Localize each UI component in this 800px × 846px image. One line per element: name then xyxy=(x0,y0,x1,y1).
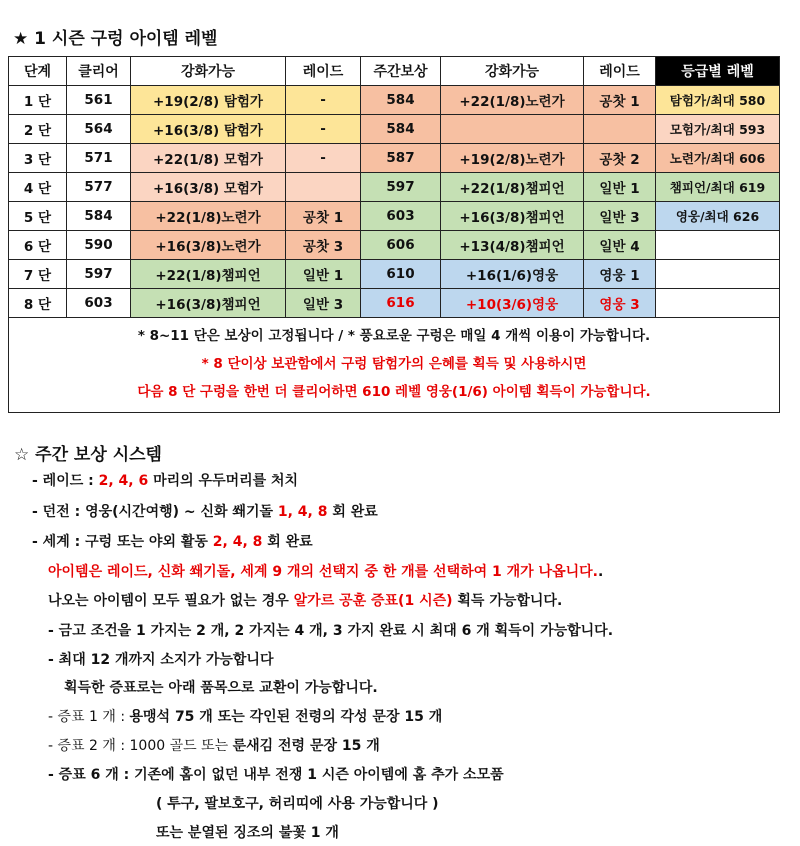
cell-clear: 597 xyxy=(67,260,131,289)
header-upgrade-weekly: 강화가능 xyxy=(441,57,584,86)
header-grade-level: 등급별 레벨 xyxy=(656,57,780,86)
cell-weekly: 584 xyxy=(361,115,441,144)
section-title-levels xyxy=(13,24,217,49)
table-notes-row xyxy=(9,318,780,413)
table-row xyxy=(9,231,780,260)
fallback-line: 나오는 아이템이 모두 필요가 없는 경우 알가르 공훈 증표(1 시즌) 획득 가능합니다. xyxy=(48,593,563,609)
cell-raid-weekly: 일반 1 xyxy=(584,173,656,202)
cell-upgrade-weekly: +16(1/6)영웅 xyxy=(441,260,584,289)
cell-upgrade-weekly: +22(1/8)챔피언 xyxy=(441,173,584,202)
table-row xyxy=(9,202,780,231)
table-row xyxy=(9,260,780,289)
header-weekly: 주간보상 xyxy=(361,57,441,86)
cell-raid xyxy=(286,173,361,202)
header-upgrade: 강화가능 xyxy=(131,57,286,86)
cell-weekly: 603 xyxy=(361,202,441,231)
table-row xyxy=(9,173,780,202)
cell-stage: 5 단 xyxy=(9,202,67,231)
cell-grade: 탐험가/최대 580 xyxy=(656,86,780,115)
world-line: - 세계 : 구렁 또는 야외 활동 2, 4, 8 회 완료 xyxy=(32,534,313,550)
exchange-1-line: - 증표 1 개 : 용맹석 75 개 또는 각인된 전령의 각성 문장 15 개 xyxy=(48,709,443,725)
header-clear: 클리어 xyxy=(67,57,131,86)
raid-line: - 레이드 : 2, 4, 6 마리의 우두머리를 처치 xyxy=(32,473,299,489)
table-notes xyxy=(9,318,780,413)
cell-stage: 7 단 xyxy=(9,260,67,289)
cell-raid-weekly: 일반 3 xyxy=(584,202,656,231)
table-row xyxy=(9,289,780,318)
cell-weekly: 597 xyxy=(361,173,441,202)
section-title-weekly xyxy=(14,440,162,465)
exchange-detail-line: ( 투구, 팔보호구, 허리띠에 사용 가능합니다 ) xyxy=(156,796,439,812)
cell-raid: 공찻 1 xyxy=(286,202,361,231)
vault-condition-line: - 금고 조건을 1 가지는 2 개, 2 가지는 4 개, 3 가지 완료 시 최대 6 개 획득이 가능합니다. xyxy=(48,623,614,639)
cell-upgrade-weekly: +10(3/6)영웅 xyxy=(441,289,584,318)
cell-upgrade: +22(1/8) 모험가 xyxy=(131,144,286,173)
cell-upgrade: +19(2/8) 탐험가 xyxy=(131,86,286,115)
cell-clear: 590 xyxy=(67,231,131,260)
item-note-line: 아이템은 레이드, 신화 쐐기돌, 세계 9 개의 선택지 중 한 개를 선택하여 1 개가 나옵니다.. xyxy=(48,564,604,580)
header-raid: 레이드 xyxy=(286,57,361,86)
exchange-alt-line: 또는 분열된 징조의 불꽃 1 개 xyxy=(156,825,339,841)
cell-grade xyxy=(656,231,780,260)
cell-raid-weekly: 공찻 1 xyxy=(584,86,656,115)
cell-raid-weekly: 공찻 2 xyxy=(584,144,656,173)
cell-grade: 챔피언/최대 619 xyxy=(656,173,780,202)
cell-raid: 일반 1 xyxy=(286,260,361,289)
cell-upgrade: +16(3/8)챔피언 xyxy=(131,289,286,318)
note-line: * 8~11 단은 보상이 고정됩니다 / * 풍요로운 구렁은 매일 4 개씩 이용이 가능합니다. xyxy=(137,328,651,344)
cell-grade xyxy=(656,260,780,289)
cell-weekly: 606 xyxy=(361,231,441,260)
table-row xyxy=(9,86,780,115)
cell-clear: 564 xyxy=(67,115,131,144)
cell-raid-weekly xyxy=(584,115,656,144)
cell-raid: - xyxy=(286,86,361,115)
cell-raid-weekly: 일반 4 xyxy=(584,231,656,260)
cell-grade xyxy=(656,289,780,318)
header-raid-weekly: 레이드 xyxy=(584,57,656,86)
star-icon: ★ xyxy=(13,29,29,49)
cell-grade: 노련가/최대 606 xyxy=(656,144,780,173)
dungeon-line: - 던전 : 영웅(시간여행) ~ 신화 쐐기돌 1, 4, 8 회 완료 xyxy=(32,504,378,520)
note-line-highlight: 다음 8 단 구렁을 한번 더 클리어하면 610 레벨 영웅(1/6) 아이템 획득이 가능합니다. xyxy=(137,384,651,400)
table-row xyxy=(9,144,780,173)
exchange-6-line: - 증표 6 개 : 기존에 홈이 없던 내부 전쟁 1 시즌 아이템에 홈 추가 소모품 xyxy=(48,767,504,783)
note-line-highlight: * 8 단이상 보관함에서 구렁 탐험가의 은혜를 획득 및 사용하시면 xyxy=(201,356,587,372)
cell-upgrade: +22(1/8)챔피언 xyxy=(131,260,286,289)
cell-stage: 8 단 xyxy=(9,289,67,318)
cell-weekly: 587 xyxy=(361,144,441,173)
cell-upgrade: +16(3/8)노련가 xyxy=(131,231,286,260)
cell-upgrade: +16(3/8) 탐험가 xyxy=(131,115,286,144)
max-hold-line: - 최대 12 개까지 소지가 가능합니다 xyxy=(48,652,274,668)
cell-grade: 영웅/최대 626 xyxy=(656,202,780,231)
table-header-row xyxy=(9,57,780,86)
table-row xyxy=(9,115,780,144)
cell-weekly: 616 xyxy=(361,289,441,318)
cell-clear: 571 xyxy=(67,144,131,173)
cell-upgrade-weekly: +19(2/8)노련가 xyxy=(441,144,584,173)
exchange-2-line: - 증표 2 개 : 1000 골드 또는 룬새김 전령 문장 15 개 xyxy=(48,738,380,754)
cell-upgrade: +22(1/8)노련가 xyxy=(131,202,286,231)
cell-weekly: 610 xyxy=(361,260,441,289)
cell-raid: - xyxy=(286,115,361,144)
cell-upgrade-weekly xyxy=(441,115,584,144)
cell-weekly: 584 xyxy=(361,86,441,115)
cell-stage: 6 단 xyxy=(9,231,67,260)
exchange-intro-line: 획득한 증표로는 아래 품목으로 교환이 가능합니다. xyxy=(64,680,378,696)
cell-clear: 603 xyxy=(67,289,131,318)
cell-stage: 4 단 xyxy=(9,173,67,202)
cell-raid: 일반 3 xyxy=(286,289,361,318)
cell-upgrade-weekly: +22(1/8)노련가 xyxy=(441,86,584,115)
cell-stage: 3 단 xyxy=(9,144,67,173)
cell-raid-weekly: 영웅 3 xyxy=(584,289,656,318)
cell-upgrade: +16(3/8) 모험가 xyxy=(131,173,286,202)
cell-raid-weekly: 영웅 1 xyxy=(584,260,656,289)
cell-stage: 2 단 xyxy=(9,115,67,144)
cell-clear: 584 xyxy=(67,202,131,231)
cell-clear: 577 xyxy=(67,173,131,202)
cell-raid: - xyxy=(286,144,361,173)
cell-upgrade-weekly: +13(4/8)챔피언 xyxy=(441,231,584,260)
cell-raid: 공찻 3 xyxy=(286,231,361,260)
weekly-title-text: 주간 보상 시스템 xyxy=(35,445,162,465)
hollow-star-icon: ☆ xyxy=(14,445,30,465)
cell-grade: 모험가/최대 593 xyxy=(656,115,780,144)
cell-stage: 1 단 xyxy=(9,86,67,115)
header-stage: 단계 xyxy=(9,57,67,86)
level-table xyxy=(8,56,780,413)
cell-upgrade-weekly: +16(3/8)챔피언 xyxy=(441,202,584,231)
cell-clear: 561 xyxy=(67,86,131,115)
levels-title-text: 1 시즌 구렁 아이템 레벨 xyxy=(34,29,218,49)
